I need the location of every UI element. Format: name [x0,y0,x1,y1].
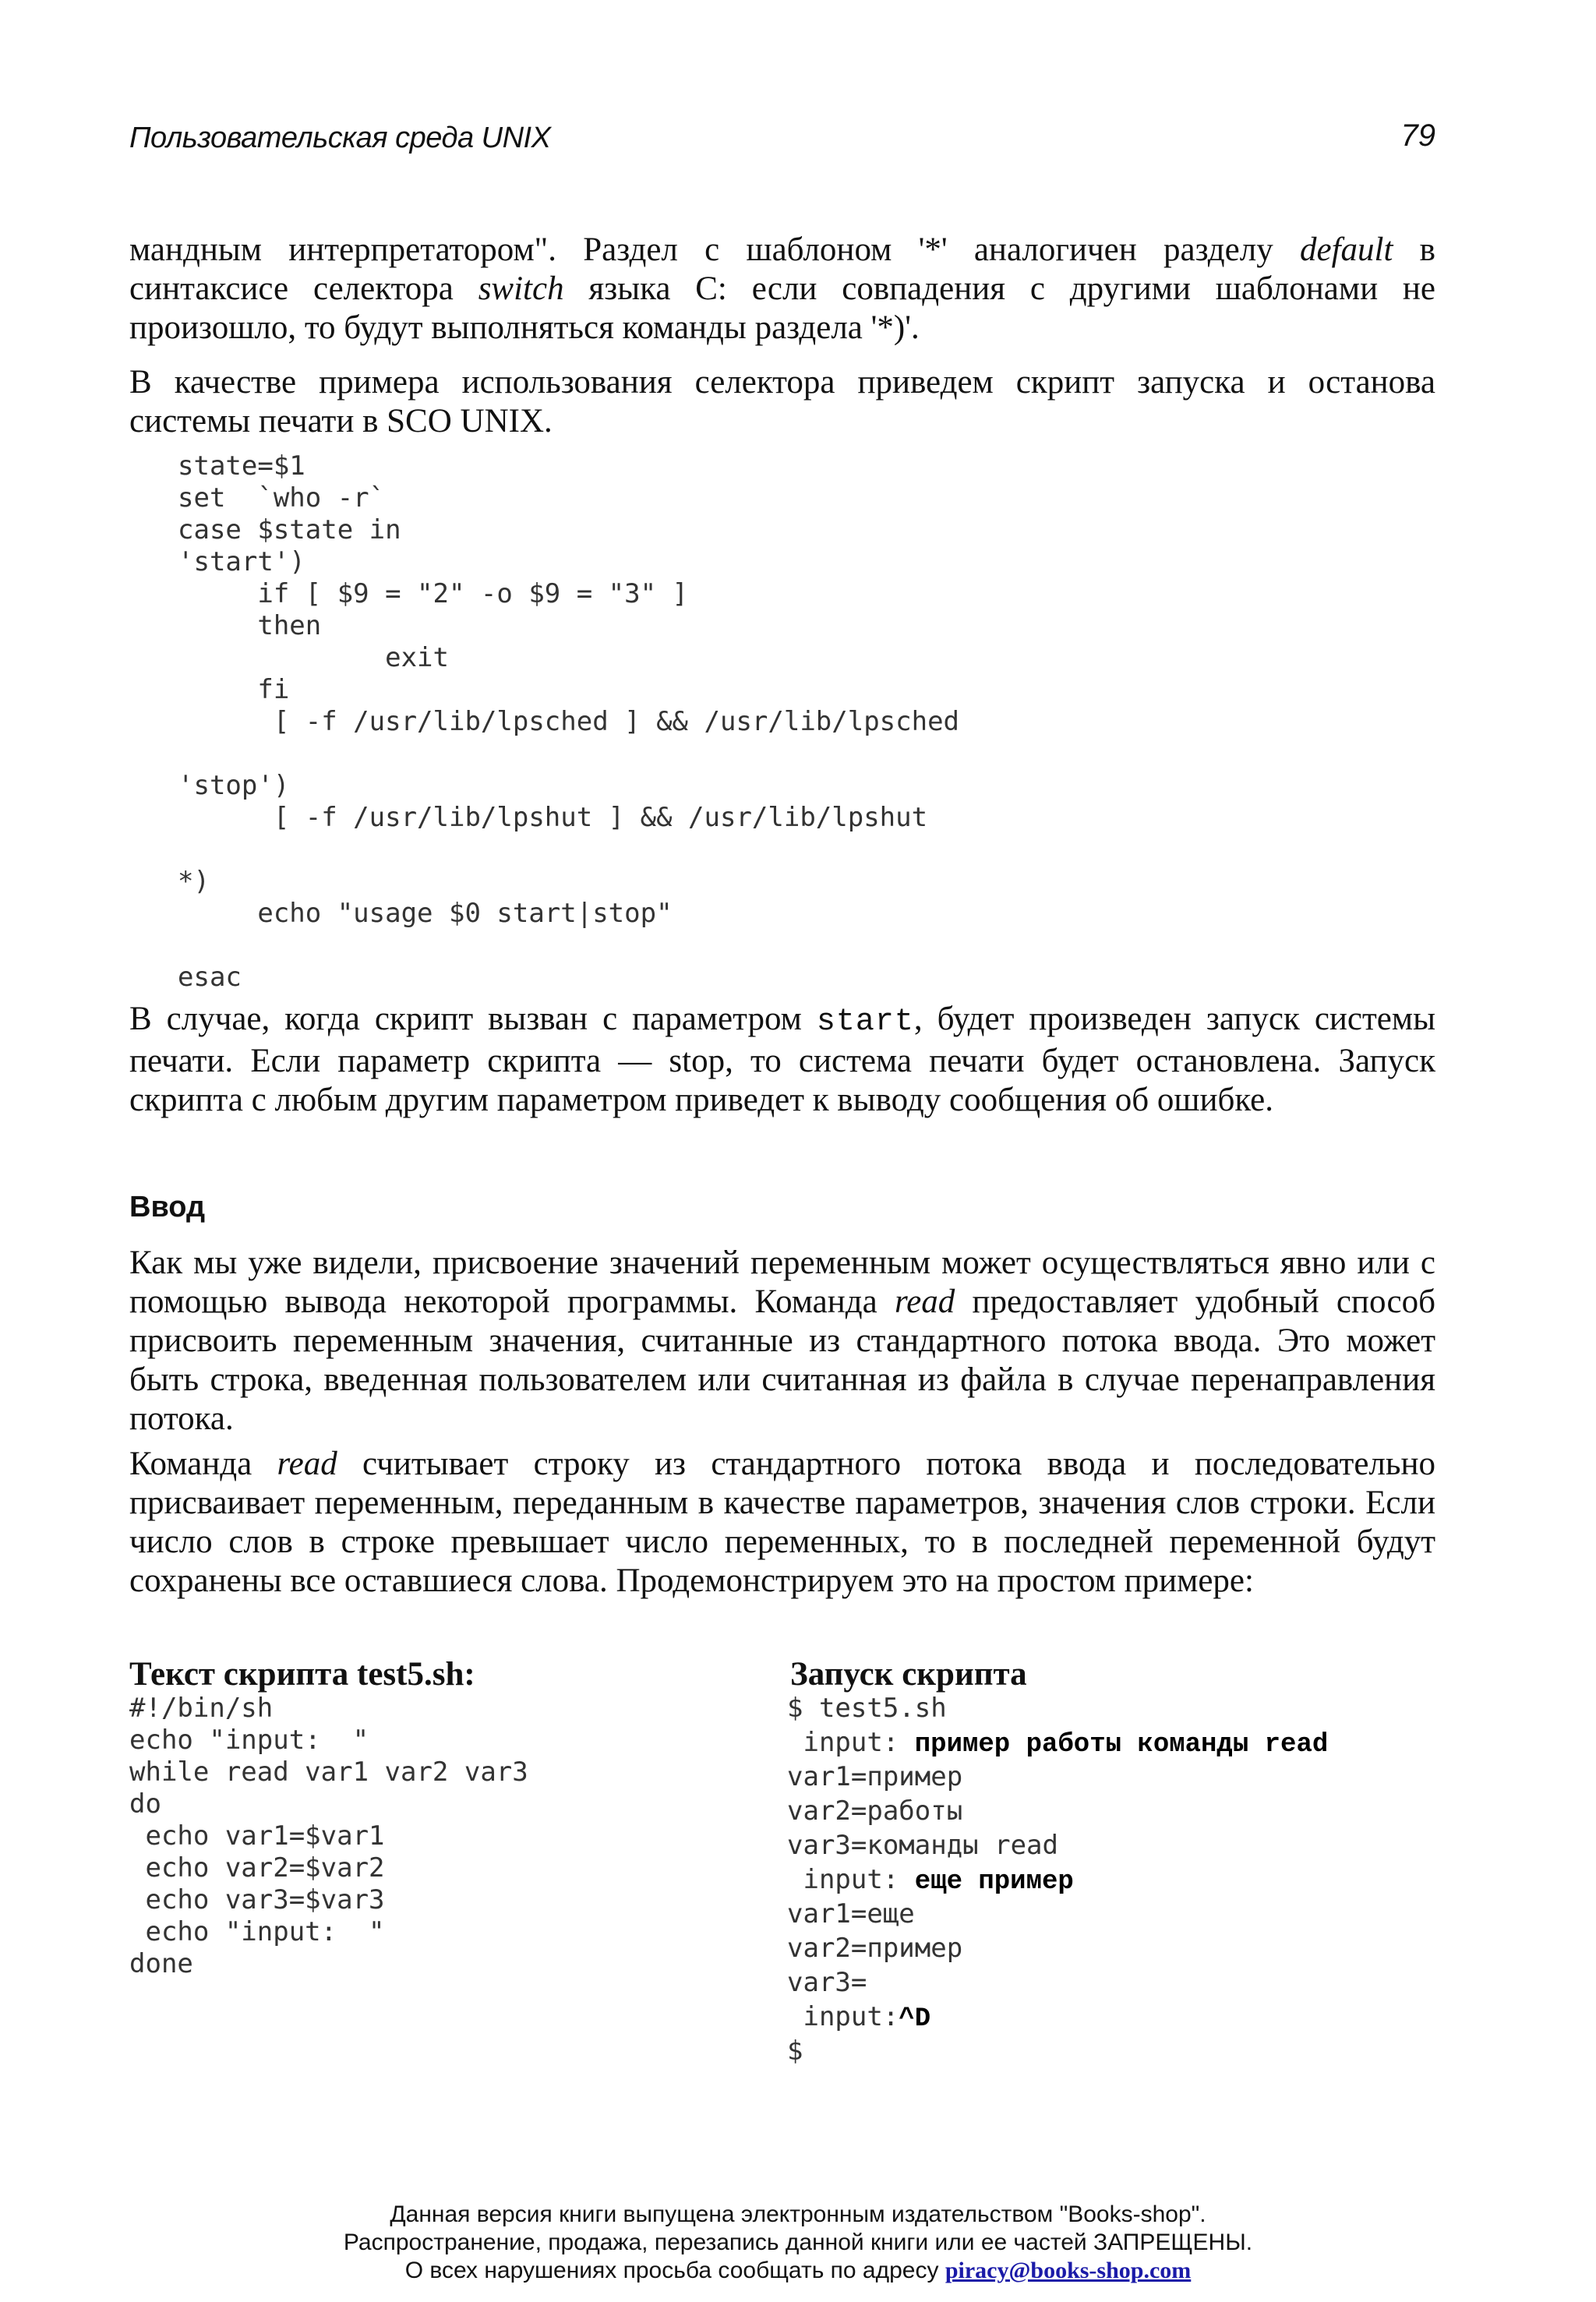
run-line: var3= [787,1967,867,1998]
paragraph-3: В случае, когда скрипт вызван с параметром start, будет произведен запуск системы печати. Если параметр скрипта — stop, то система печати будет остановлена. Запуск скрипта с любым другим параметром приведет к выводу сообщения об ошибке. [129,1001,1435,1118]
run-line: var1=еще [787,1898,915,1930]
page-number: 79 [1400,118,1435,153]
footer-line-3: О всех нарушениях просьба сообщать по адресу piracy@books-shop.com [404,2258,1192,2283]
run-line: input: еще пример [787,1864,1074,1897]
run-line: var2=пример [787,1933,963,1964]
run-line: var2=работы [787,1795,963,1827]
run-line: input: пример работы команды read [787,1727,1329,1760]
run-line: $ test5.sh [787,1693,947,1724]
script-run-title: Запуск скрипта [790,1656,1027,1693]
script-source-listing: #!/bin/sh echo "input: " while read var1 var2 var3 do echo var1=$var1 echo var2=$var2 echo var3=$var3 echo "input: " done [129,1693,528,1979]
run-line: $ [787,2035,803,2067]
run-line: var3=команды read [787,1830,1058,1861]
section-heading-input: Ввод [129,1191,206,1223]
paragraph-4: Как мы уже видели, присвоение значений переменным может осуществляться явно или с помощью вывода некоторой программы. Команда read предоставляет удобный способ присвоить переменным значения, считанные из стандартного потока ввода. Это может быть строка, введенная пользователем или считанная из файла в случае перенаправления потока. [129,1245,1435,1437]
code-listing-lpsched: state=$1 set `who -r` case $state in 'start') if [ $9 = "2" -o $9 = "3" ] then exit fi [ -f /usr/lib/lpsched ] && /usr/lib/lpsched 'stop') [ -f /usr/lib/lpshut ] && /usr/lib/lpshut *) echo "usage $0 start|stop" esac [178,450,960,993]
footer-line-1: Данная версия книги выпущена электронным издательством "Books-shop". [390,2201,1206,2227]
paragraph-2: В качестве примера использования селектора приведем скрипт запуска и останова системы печати в SCO UNIX. [129,364,1435,440]
run-line: input:^D [787,2001,931,2034]
run-line: var1=пример [787,1761,963,1792]
script-run-output [787,1693,1328,2070]
piracy-email-link[interactable]: piracy@books-shop.com [945,2258,1192,2283]
paragraph-5: Команда read считывает строку из стандартного потока ввода и последовательно присваивает переменным, переданным в качестве параметров, значения слов строки. Если число слов в строке превышает число переменных, то в последней переменной будут сохранены все оставшиеся слова. Продемонстрируем это на простом примере: [129,1446,1436,1599]
paragraph-1: мандным интерпретатором". Раздел с шаблоном '*' аналогичен разделу default в синтаксисе селектора switch языка С: если совпадения с другими шаблонами не произошло, то будут выполняться команды раздела '*)'. [129,231,1436,346]
footer-line-2: Распространение, продажа, перезапись данной книги или ее частей ЗАПРЕЩЕНЫ. [343,2230,1253,2255]
script-text-title: Текст скрипта test5.sh: [129,1656,475,1693]
publisher-footer [0,2201,1596,2285]
running-title: Пользовательская среда UNIX [129,122,551,154]
